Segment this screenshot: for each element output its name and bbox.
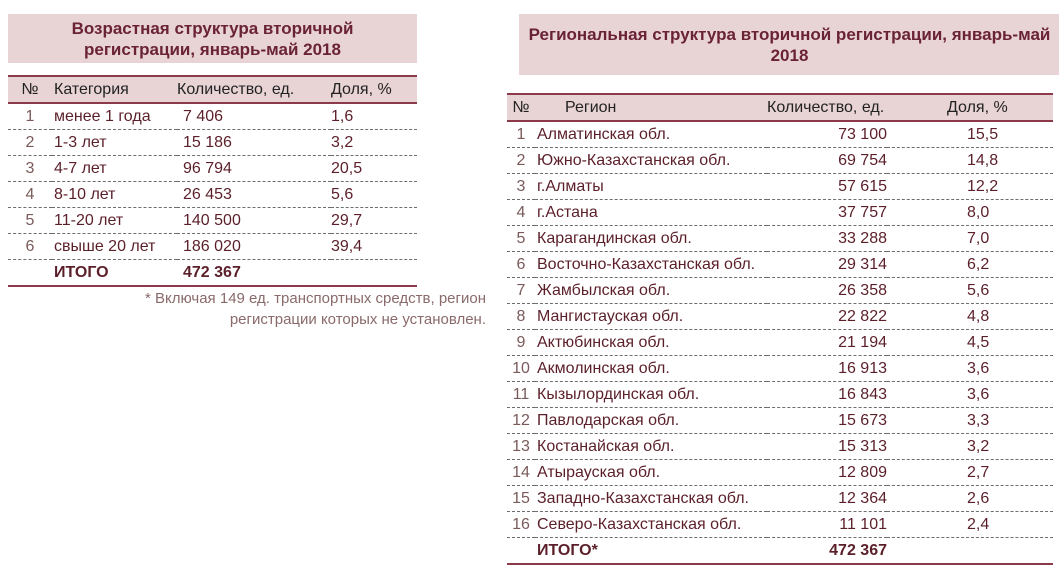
table-row: [507, 174, 1053, 200]
total-label: ИТОГО: [54, 263, 109, 281]
row-number: 1: [516, 125, 526, 143]
table-row: [507, 434, 1053, 460]
row-count: 22 822: [838, 307, 887, 325]
row-count: 29 314: [838, 255, 887, 273]
row-label: 11-20 лет: [54, 211, 124, 229]
row-label: Жамбылская обл.: [537, 281, 671, 299]
table-row: [8, 182, 417, 208]
table-row: [8, 208, 417, 234]
row-number: 5: [25, 211, 35, 229]
row-label: Кызылординская обл.: [537, 385, 700, 403]
row-label: Алматинская обл.: [537, 125, 671, 143]
row-count: 37 757: [838, 203, 887, 221]
row-label: Карагандинская обл.: [537, 229, 692, 247]
row-number: 10: [512, 359, 530, 377]
row-count: 33 288: [838, 229, 887, 247]
table-row: [507, 330, 1053, 356]
row-share: 5,6: [331, 185, 354, 203]
row-count: 7 406: [183, 107, 224, 125]
row-number: 16: [512, 515, 530, 533]
row-share: 14,8: [967, 151, 999, 169]
row-label: 4-7 лет: [54, 159, 107, 177]
row-count: 15 673: [838, 411, 887, 429]
row-label: Атырауская обл.: [537, 463, 661, 481]
column-header-number: №: [512, 98, 530, 116]
row-share: 7,0: [967, 229, 990, 247]
row-count: 12 364: [838, 489, 887, 507]
row-label: г.Астана: [537, 203, 598, 221]
row-number: 15: [512, 489, 530, 507]
total-label: ИТОГО*: [537, 541, 598, 559]
row-label: Мангистауская обл.: [537, 307, 684, 325]
row-share: 3,3: [967, 411, 990, 429]
row-label: Павлодарская обл.: [537, 411, 680, 429]
row-share: 39,4: [331, 237, 363, 255]
row-label: менее 1 года: [54, 107, 151, 125]
table-row: [507, 512, 1053, 538]
row-share: 8,0: [967, 203, 990, 221]
row-count: 96 794: [183, 159, 232, 177]
row-number: 4: [516, 203, 526, 221]
total-row: [8, 260, 417, 287]
row-number: 9: [516, 333, 526, 351]
total-row: [507, 538, 1053, 565]
row-share: 4,8: [967, 307, 990, 325]
total-share: [331, 260, 417, 287]
table-header-row: [8, 76, 417, 103]
table-row: [8, 234, 417, 260]
row-number: 8: [516, 307, 526, 325]
age-structure-table: [8, 75, 417, 287]
row-number: 1: [25, 107, 35, 125]
row-count: 57 615: [838, 177, 887, 195]
column-header-number: №: [21, 80, 39, 98]
row-count: 186 020: [183, 237, 241, 255]
row-share: 29,7: [331, 211, 363, 229]
row-count: 21 194: [838, 333, 887, 351]
table-row: [8, 103, 417, 130]
total-number: [8, 260, 52, 287]
table-row: [507, 460, 1053, 486]
table-row: [507, 356, 1053, 382]
row-number: 7: [516, 281, 526, 299]
row-label: Актюбинская обл.: [537, 333, 670, 351]
column-header-region: Регион: [565, 98, 617, 116]
row-count: 140 500: [183, 211, 241, 229]
table-row: [507, 304, 1053, 330]
row-label: Костанайская обл.: [537, 437, 675, 455]
table-row: [507, 486, 1053, 512]
row-count: 12 809: [838, 463, 887, 481]
row-count: 26 358: [838, 281, 887, 299]
column-header-count: Количество, ед.: [767, 98, 885, 116]
row-share: 6,2: [967, 255, 990, 273]
row-number: 14: [512, 463, 530, 481]
row-share: 1,6: [331, 107, 354, 125]
row-share: 12,2: [967, 177, 999, 195]
table-row: [507, 408, 1053, 434]
row-number: 2: [516, 151, 526, 169]
row-share: 3,2: [331, 133, 354, 151]
row-share: 3,2: [967, 437, 990, 455]
row-label: Восточно-Казахстанская обл.: [537, 255, 756, 273]
table-row: [507, 382, 1053, 408]
row-label: г.Алматы: [537, 177, 604, 195]
table-header-row: [507, 94, 1053, 121]
regional-structure-title: Региональная структура вторичной регистрации, январь-май 2018: [519, 14, 1059, 75]
row-count: 73 100: [838, 125, 887, 143]
age-structure-title: Возрастная структура вторичной регистрации, январь-май 2018: [8, 14, 417, 63]
row-label: Акмолинская обл.: [537, 359, 670, 377]
row-number: 6: [25, 237, 35, 255]
row-number: 6: [516, 255, 526, 273]
table-row: [8, 156, 417, 182]
row-number: 13: [512, 437, 530, 455]
row-number: 3: [25, 159, 35, 177]
row-share: 5,6: [967, 281, 990, 299]
table-row: [507, 121, 1053, 148]
row-share: 3,6: [967, 359, 990, 377]
row-share: 2,6: [967, 489, 990, 507]
footnote: * Включая 149 ед. транспортных средств, регион регистрации которых не установлен.: [144, 290, 486, 328]
row-count: 15 313: [838, 437, 887, 455]
row-number: 5: [516, 229, 526, 247]
row-count: 16 843: [838, 385, 887, 403]
row-label: 8-10 лет: [54, 185, 116, 203]
row-label: Западно-Казахстанская обл.: [537, 489, 749, 507]
row-share: 15,5: [967, 125, 999, 143]
total-number: [507, 538, 535, 565]
row-label: Южно-Казахстанская обл.: [537, 151, 731, 169]
row-count: 11 101: [839, 515, 887, 533]
row-share: 4,5: [967, 333, 990, 351]
row-count: 69 754: [838, 151, 887, 169]
row-label: 1-3 лет: [54, 133, 107, 151]
total-count: 472 367: [829, 541, 887, 559]
column-header-share: Доля, %: [947, 98, 1008, 116]
regional-structure-table: [507, 93, 1053, 565]
row-count: 16 913: [838, 359, 887, 377]
table-row: [507, 252, 1053, 278]
row-number: 3: [516, 177, 526, 195]
column-header-share: Доля, %: [331, 80, 392, 98]
table-row: [507, 278, 1053, 304]
table-row: [507, 148, 1053, 174]
row-number: 12: [512, 411, 530, 429]
row-share: 2,7: [967, 463, 990, 481]
row-number: 11: [512, 385, 530, 403]
table-row: [8, 130, 417, 156]
total-count: 472 367: [183, 263, 241, 281]
table-row: [507, 226, 1053, 252]
row-count: 26 453: [183, 185, 232, 203]
row-share: 20,5: [331, 159, 363, 177]
column-header-count: Количество, ед.: [177, 80, 295, 98]
row-share: 2,4: [967, 515, 990, 533]
column-header-category: Категория: [54, 80, 129, 98]
row-label: свыше 20 лет: [54, 237, 156, 255]
row-count: 15 186: [183, 133, 232, 151]
row-number: 4: [25, 185, 35, 203]
total-share: [887, 538, 1053, 565]
row-share: 3,6: [967, 385, 990, 403]
row-number: 2: [25, 133, 35, 151]
table-row: [507, 200, 1053, 226]
row-label: Северо-Казахстанская обл.: [537, 515, 742, 533]
